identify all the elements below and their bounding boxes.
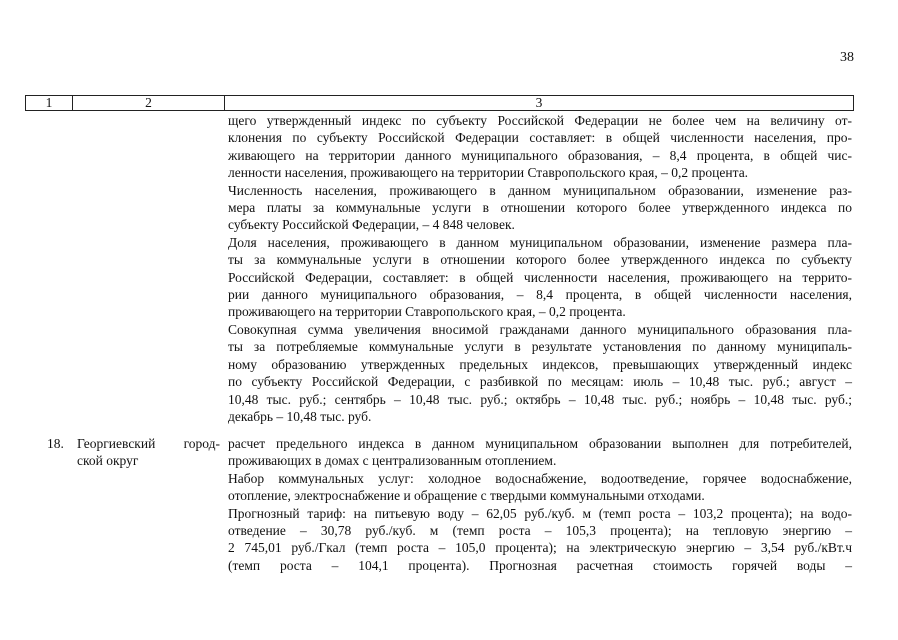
text-line: ты за коммунальные услуги в отношении которого более утвержденного индекса по субъекту <box>228 252 852 268</box>
text-line: субъекту Российской Федерации, – 4 848 человек. <box>228 217 515 233</box>
text-line: ному образованию утвержденных предельных индексов, превышающих утвержденный индекс <box>228 356 852 372</box>
table-header-row <box>25 95 854 111</box>
text-line: (темп роста – 104,1 процента). Прогнозная расчетная стоимость горячей воды – <box>228 557 852 573</box>
text-line: Численность населения, проживающего в данном муниципальном образовании, изменение раз- <box>228 182 852 198</box>
page-number: 38 <box>840 50 854 65</box>
municipality-name-line: ской округ <box>77 453 139 469</box>
row-number-cell <box>25 112 72 425</box>
row-text-cell <box>224 435 854 574</box>
text-line: расчет предельного индекса в данном муниципальном образовании выполнен для потребителей, <box>228 436 852 451</box>
text-line: рии данного муниципального образования, – 8,4 процента, в общей численности населения, <box>228 287 852 303</box>
row-text-cell <box>224 112 854 425</box>
text-line: отопление, электроснабжение и обращение с твердыми коммунальными отходами. <box>228 488 705 504</box>
text-line: ты за потребляемые коммунальные услуги в результате установления по данному муниципаль- <box>228 339 852 355</box>
row-name-cell <box>72 435 224 574</box>
text-line: 2 745,01 руб./Гкал (темп роста – 105,0 процента); на электрическую энергию – 3,54 руб./кВт.ч <box>228 540 852 556</box>
table-header-col-2: 2 <box>73 96 225 110</box>
text-line: по субъекту Российской Федерации, с разбивкой по месяцам: июль – 10,48 тыс. руб.; август – <box>228 374 852 390</box>
text-line: 10,48 тыс. руб.; сентябрь – 10,48 тыс. руб.; октябрь – 10,48 тыс. руб.; ноябрь – 10,48 тыс. руб.; <box>228 391 852 407</box>
municipality-name-line: Георгиевский город- <box>77 436 220 451</box>
text-line: проживающего на территории Ставропольского края, – 0,2 процента. <box>228 304 626 320</box>
text-line: живающего на территории данного муниципального образования, – 8,4 процента, в общей чис- <box>228 147 852 163</box>
table-header-col-1: 1 <box>26 96 73 110</box>
row-number-cell <box>25 435 72 574</box>
table-header-col-3: 3 <box>535 95 543 110</box>
text-line: Российской Федерации, составляет: в общей численности населения, проживающего на террито- <box>228 269 852 285</box>
text-line: клонения по субъекту Российской Федерации составляет: в общей численности населения, про- <box>228 130 852 146</box>
row-name-cell <box>72 112 224 425</box>
text-line: щего утвержденный индекс по субъекту Российской Федерации не более чем на величину от- <box>228 113 852 128</box>
text-line: отведение – 30,78 руб./куб. м (темп роста – 105,3 процента); на тепловую энергию – <box>228 523 852 539</box>
text-line: Доля населения, проживающего в данном муниципальном образовании, изменение размера пла- <box>228 234 852 250</box>
text-line: Прогнозный тариф: на питьевую воду – 62,05 руб./куб. м (темп роста – 103,2 процента); на водо- <box>228 505 852 521</box>
text-line: Набор коммунальных услуг: холодное водоснабжение, водоотведение, горячее водоснабжение, <box>228 470 852 486</box>
table-row <box>25 112 854 425</box>
row-number: 18. <box>47 436 64 451</box>
table-row-18 <box>25 435 854 574</box>
text-line: декабрь – 10,48 тыс. руб. <box>228 408 372 424</box>
table-row-continuation <box>25 112 854 425</box>
text-line: мера платы за коммунальные услуги в отношении которого более утвержденного индекса по <box>228 200 852 216</box>
text-line: проживающих в домах с централизованным отоплением. <box>228 453 557 469</box>
text-line: Совокупная сумма увеличения вносимой гражданами данного муниципального образования пла- <box>228 321 852 337</box>
text-line: ленности населения, проживающего на территории Ставропольского края, – 0,2 процента. <box>228 165 749 181</box>
table-row <box>25 435 854 574</box>
